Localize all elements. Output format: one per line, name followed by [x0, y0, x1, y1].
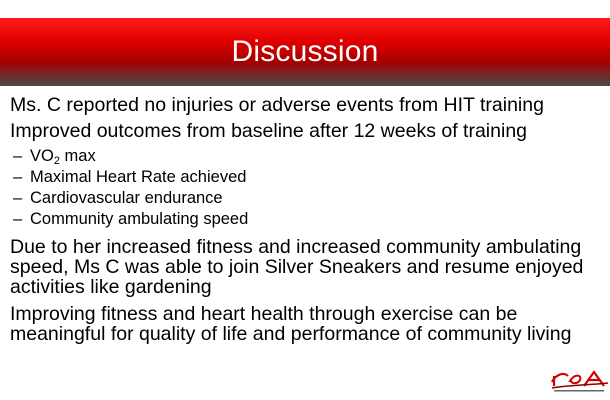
bullet-no-adverse-events: Ms. C reported no injuries or adverse events from HIT training [10, 94, 544, 116]
vo2-subscript: 2 [53, 155, 60, 167]
rea-logo-icon [550, 368, 610, 394]
dash-marker: – [13, 168, 23, 186]
dash-marker: – [13, 189, 23, 207]
bullet-improved-outcomes: Improved outcomes from baseline after 12 weeks of training [10, 120, 528, 142]
sub-bullet-ambulating-speed [10, 209, 610, 230]
sub-bullet-text: Maximal Heart Rate achieved [30, 168, 247, 186]
title-banner [0, 18, 610, 86]
slide-body [10, 94, 610, 344]
sub-bullet-cardio-endurance [10, 188, 610, 209]
slide-title: Discussion [231, 35, 379, 68]
bullet-quality-of-life: Improving fitness and heart health through exercise can be meaningful for quality of life and performance of community living [10, 303, 572, 345]
dash-marker: – [13, 147, 23, 165]
sub-bullet-text: Community ambulating speed [30, 210, 249, 228]
bullet-silver-sneakers: Due to her increased fitness and increased community ambulating speed, Ms C was able to join Silver Sneakers and resume enjoyed activities like gardening [10, 236, 584, 298]
dash-marker: – [13, 210, 23, 228]
sub-bullet-vo2max [10, 146, 610, 167]
sub-bullet-max-heart-rate [10, 167, 610, 188]
vo2-prefix: VO [30, 147, 54, 165]
vo2-suffix: max [59, 147, 96, 165]
sub-bullet-text: Cardiovascular endurance [30, 189, 223, 207]
